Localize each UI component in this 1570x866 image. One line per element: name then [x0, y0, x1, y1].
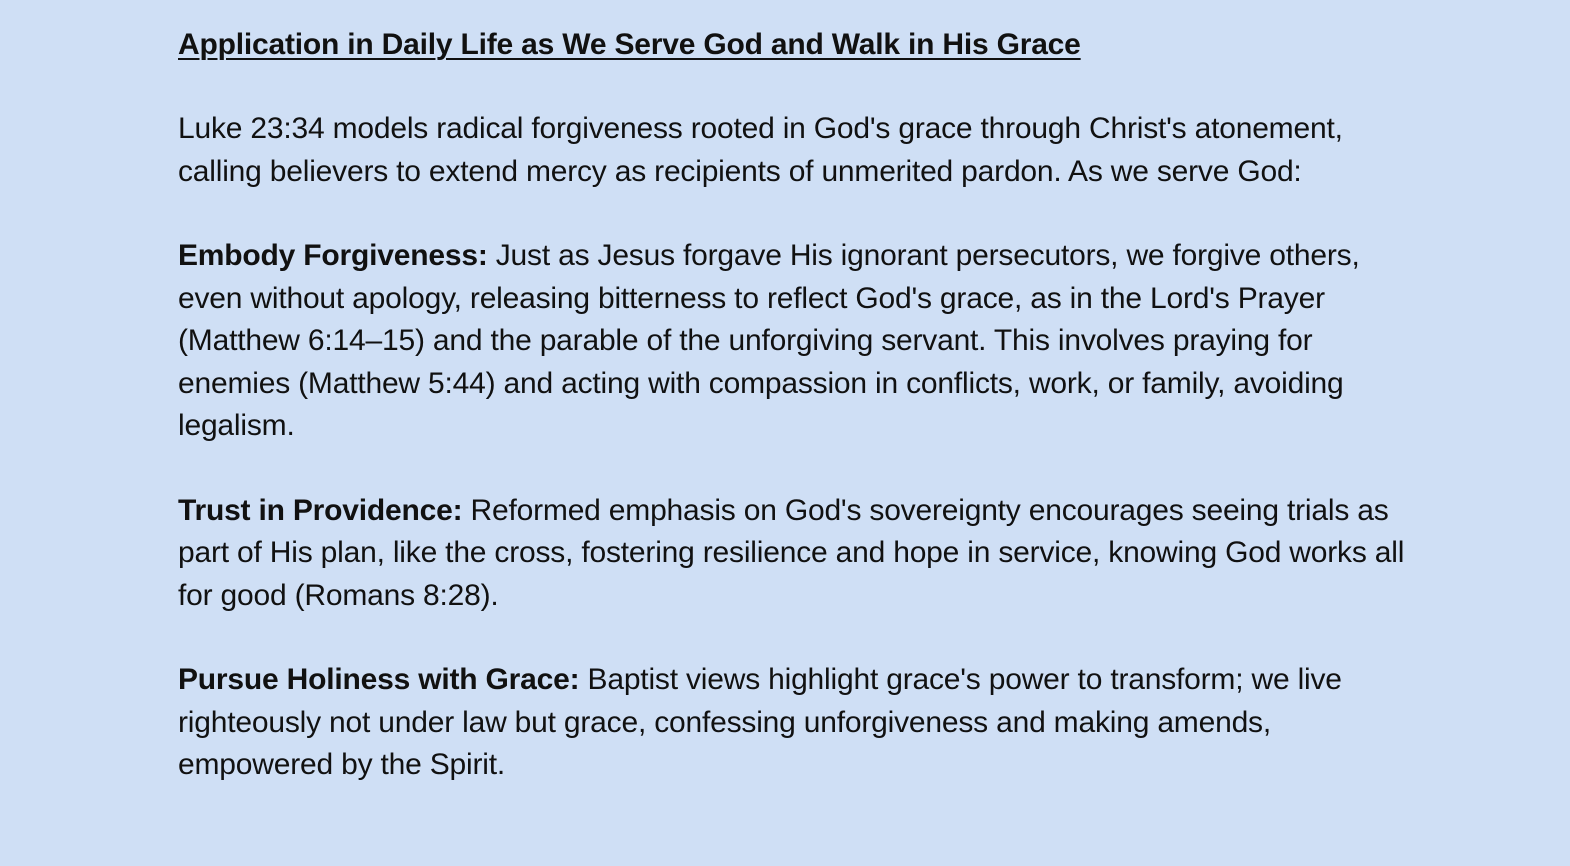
document-heading: Application in Daily Life as We Serve God and Walk in His Grace	[178, 28, 1081, 61]
point-label: Embody Forgiveness:	[178, 239, 488, 272]
point-trust-in-providence	[178, 490, 1408, 618]
point-text: Baptist views highlight grace's power to transform; we live righteously not under law but grace, confessing unforgiveness and making amends, empowered by the Spirit.	[178, 663, 1342, 781]
point-embody-forgiveness	[178, 235, 1408, 448]
document-body	[178, 24, 1408, 787]
point-pursue-holiness	[178, 659, 1408, 787]
point-label: Trust in Providence:	[178, 493, 463, 527]
point-label: Pursue Holiness with Grace:	[178, 663, 580, 696]
intro-paragraph: Luke 23:34 models radical forgiveness rooted in God's grace through Christ's atonement, calling believers to extend mercy as recipients of unmerited pardon. As we serve God:	[178, 112, 1343, 188]
point-text: Reformed emphasis on God's sovereignty encourages seeing trials as part of His plan, like the cross, fostering resilience and hope in service, knowing God works all for good (Romans 8:28).	[178, 493, 1405, 612]
point-text: Just as Jesus forgave His ignorant persecutors, we forgive others, even without apology, releasing bitterness to reflect God's grace, as in the Lord's Prayer (Matthew 6:14–15) and the parable of the unforgiving servant. This involves praying for enemies (Matthew 5:44) and acting with compassion in conflicts, work, or family, avoiding legalism.	[178, 239, 1360, 442]
